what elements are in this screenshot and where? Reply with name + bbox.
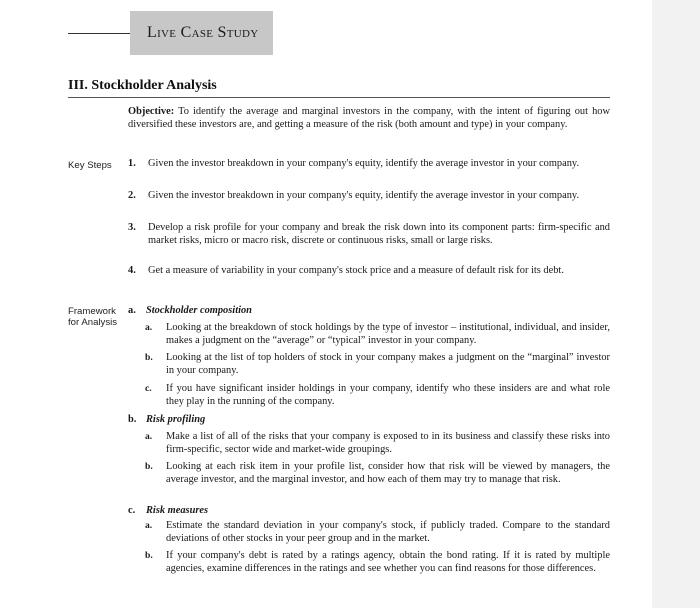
key-step-text: Given the investor breakdown in your company's equity, identify the average investor in your company. [148, 158, 580, 169]
key-step-item [128, 158, 610, 171]
group-marker: a. [128, 305, 136, 316]
framework-group-heading [128, 414, 205, 427]
objective-text: To identify the average and marginal investors in the company, with the intent of figuring out how diversified these investors are, and getting a measure of the risk (both amount and type) in your company. [128, 106, 610, 130]
sub-item-marker: a. [145, 431, 153, 442]
case-study-banner [130, 11, 273, 55]
section-divider [68, 97, 610, 98]
sub-item-text: Estimate the standard deviation in your company's stock, if publicly traded. Compare to the standard deviations of other stocks in your peer group and in the market. [166, 520, 610, 544]
key-step-text: Develop a risk profile for your company and break the risk down into its component parts: firm-specific and market risks, micro or macro risk, discrete or continuous risks, small or large risks. [148, 222, 610, 246]
key-step-item [128, 222, 610, 247]
header-rule [68, 33, 130, 34]
framework-label [68, 306, 117, 328]
key-step-item [128, 265, 610, 278]
sub-item-marker: b. [145, 352, 153, 363]
key-step-number: 1. [128, 158, 136, 169]
section-heading: III. Stockholder Analysis [68, 78, 217, 93]
key-step-item [128, 190, 610, 203]
framework-group-heading [128, 505, 208, 518]
key-step-text: Get a measure of variability in your company's stock price and a measure of default risk for its debt. [148, 265, 564, 276]
sub-item-text: Looking at the breakdown of stock holdings by the type of investor – institutional, individual, and insider, makes a judgment on the “average” or “typical” investor in your company. [166, 322, 610, 346]
framework-sub-item [145, 383, 610, 408]
group-marker: b. [128, 414, 137, 425]
sub-item-marker: a. [145, 520, 153, 531]
group-marker: c. [128, 505, 136, 516]
sub-item-marker: c. [145, 383, 152, 394]
framework-group-heading [128, 305, 252, 318]
objective-label: Objective: [128, 106, 175, 117]
framework-sub-item [145, 461, 610, 486]
group-title: Risk measures [146, 505, 209, 516]
sub-item-text: Looking at the list of top holders of stock in your company makes a judgment on the “marginal” investor in your company. [166, 352, 610, 376]
framework-label-line2: for Analysis [68, 317, 118, 328]
sub-item-text: Looking at each risk item in your profile list, consider how that risk will be viewed by managers, the average investor, and the marginal investor, and how each of them may try to manage that risk. [166, 461, 610, 485]
key-step-number: 3. [128, 222, 136, 233]
sub-item-text: Make a list of all of the risks that your company is exposed to in its business and classify these risks into firm-specific, sector wide and market-wide groupings. [166, 431, 610, 455]
objective-paragraph [128, 105, 610, 131]
key-steps-label: Key Steps [68, 160, 112, 171]
key-step-text: Given the investor breakdown in your company's equity, identify the average investor in your company. [148, 190, 580, 201]
group-title: Risk profiling [146, 414, 206, 425]
framework-label-line1: Framework [68, 306, 116, 317]
framework-sub-item [145, 520, 610, 545]
sub-item-marker: b. [145, 461, 153, 472]
sub-item-marker: a. [145, 322, 153, 333]
page-margin [652, 0, 700, 608]
key-step-number: 4. [128, 265, 136, 276]
framework-sub-item [145, 352, 610, 377]
framework-sub-item [145, 550, 610, 575]
sub-item-text: If you have significant insider holdings in your company, identify who these insiders are and what role they play in the running of the company. [166, 383, 610, 407]
group-title: Stockholder composition [146, 305, 252, 316]
key-step-number: 2. [128, 190, 136, 201]
sub-item-marker: b. [145, 550, 153, 561]
framework-sub-item [145, 322, 610, 347]
sub-item-text: If your company's debt is rated by a ratings agency, obtain the bond rating. If it is rated by multiple agencies, examine differences in the ratings and see whether you can find reasons for those differences. [166, 550, 610, 574]
case-study-title: Live Case Study [147, 24, 259, 41]
framework-sub-item [145, 431, 610, 456]
